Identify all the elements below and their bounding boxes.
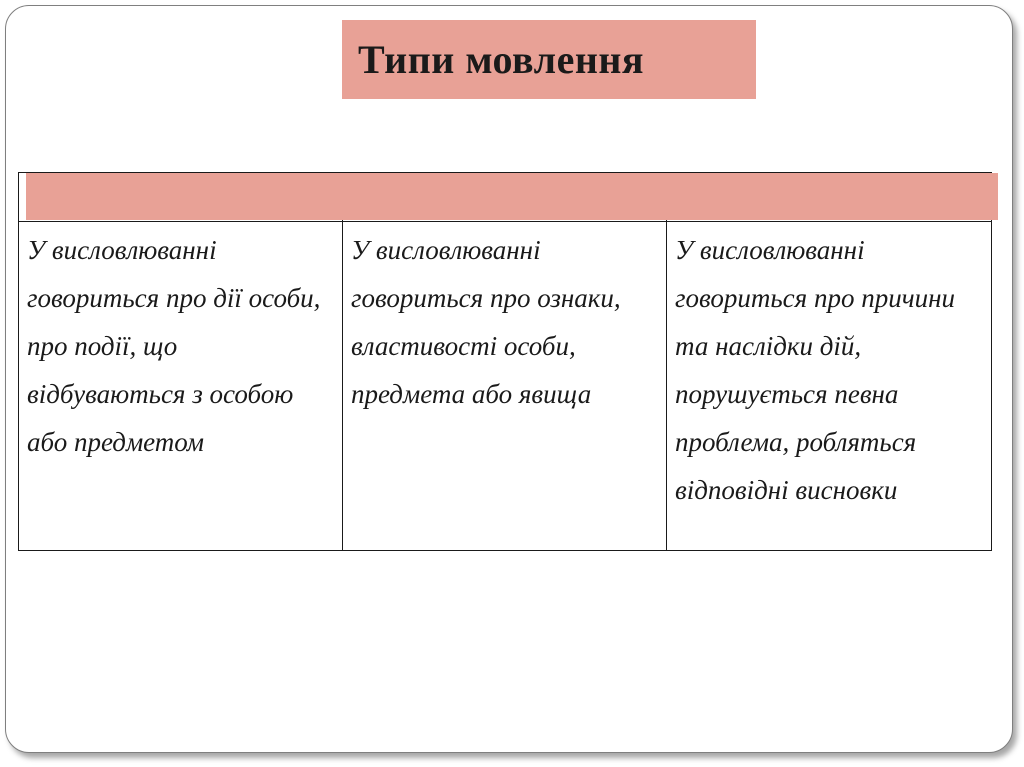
speech-types-table [18, 172, 990, 551]
types-table [18, 172, 992, 551]
cell-description: У висловлюванні говориться про ознаки, властивості особи, предмета або явища [343, 222, 667, 551]
cell-reasoning: У висловлюванні говориться про причини та наслідки дій, порушується певна проблема, робляться відповідні висновки [667, 222, 992, 551]
table-row [19, 222, 992, 551]
title-box [342, 20, 756, 99]
slide-title: Типи мовлення [358, 37, 645, 82]
header-band [26, 173, 998, 220]
cell-narration: У висловлюванні говориться про дії особи, про події, що відбуваються з особою або предметом [19, 222, 343, 551]
